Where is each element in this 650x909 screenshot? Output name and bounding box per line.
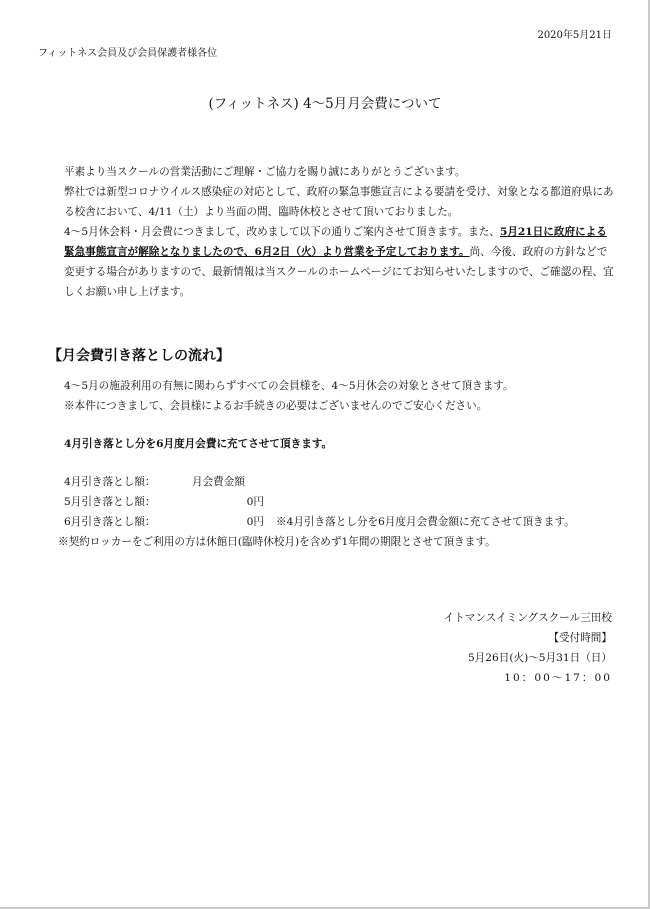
document-date: 2020年5月21日 — [537, 30, 612, 41]
deduction-value: 0円 — [246, 496, 264, 508]
deduction-row — [64, 514, 575, 529]
intro-line: 平素より当スクールの営業活動にご理解・ご協力を賜り誠にありがとうございます。 — [64, 166, 466, 178]
intro-line: る校舎において、4/11（土）より当面の間、臨時休校とさせて頂いておりました。 — [64, 206, 459, 218]
intro-line: 弊社では新型コロナウイルス感染症の対応として、政府の緊急事態宣言による要請を受け、対象となる都道府県にあ — [64, 186, 614, 198]
underlined-notice: 緊急事態宣言が解除となりましたので、6月2日（火）より営業を予定しております。 — [64, 246, 470, 258]
intro-text: 尚、今後、政府の方針などで — [469, 246, 608, 258]
deduction-note: ※4月引き落とし分を6月度月会費金額に充てさせて頂きます。 — [276, 516, 575, 528]
deduction-row — [64, 494, 264, 509]
section-emphasis: 4月引き落とし分を6月度月会費に充てさせて頂きます。 — [64, 438, 333, 450]
reception-label: 【受付時間】 — [548, 632, 612, 644]
reception-hours: 10：00～17：00 — [504, 672, 612, 684]
recipient-line: フィットネス会員及び会員保護者様各位 — [38, 48, 218, 59]
locker-note: ※契約ロッカーをご利用の方は休館日(臨時休校月)を含めず1年間の期限とさせて頂きます。 — [58, 536, 496, 548]
intro-line: しくお願い申し上げます。 — [64, 286, 191, 298]
deduction-label: 6月引き落とし額： — [64, 516, 156, 528]
deduction-row — [64, 474, 264, 489]
section-text: 4～5月の施設利用の有無に関わらずすべての会員様を、4～5月休会の対象とさせて頂きます。 — [64, 380, 514, 392]
deduction-value: 0円 — [246, 516, 264, 528]
deduction-label: 5月引き落とし額： — [64, 496, 156, 508]
school-name: イトマンスイミングスクール三田校 — [443, 612, 612, 624]
intro-line — [64, 222, 607, 242]
section-note: ※本件につきまして、会員様によるお手続きの必要はございませんのでご安心ください。 — [64, 400, 488, 412]
intro-text: 4～5月休会料・月会費につきまして、改めまして以下の通りご案内させて頂きます。また、 — [64, 226, 500, 238]
reception-dates: 5月26日(火)～5月31日（日） — [467, 652, 612, 664]
deduction-label: 4月引き落とし額： — [64, 476, 156, 488]
document-title: (フィットネス) 4～5月月会費について — [208, 96, 442, 112]
intro-line: 変更する場合がありますので、最新情報は当スクールのホームページにてお知らせいたしますので、ご確認の程、宜 — [64, 266, 614, 278]
intro-paragraph — [64, 162, 614, 302]
deduction-value: 月会費金額 — [192, 476, 245, 488]
underlined-notice: 5月21日に政府による — [499, 226, 607, 238]
section-heading: 【月会費引き落としの流れ】 — [48, 348, 230, 364]
intro-line — [64, 242, 608, 262]
